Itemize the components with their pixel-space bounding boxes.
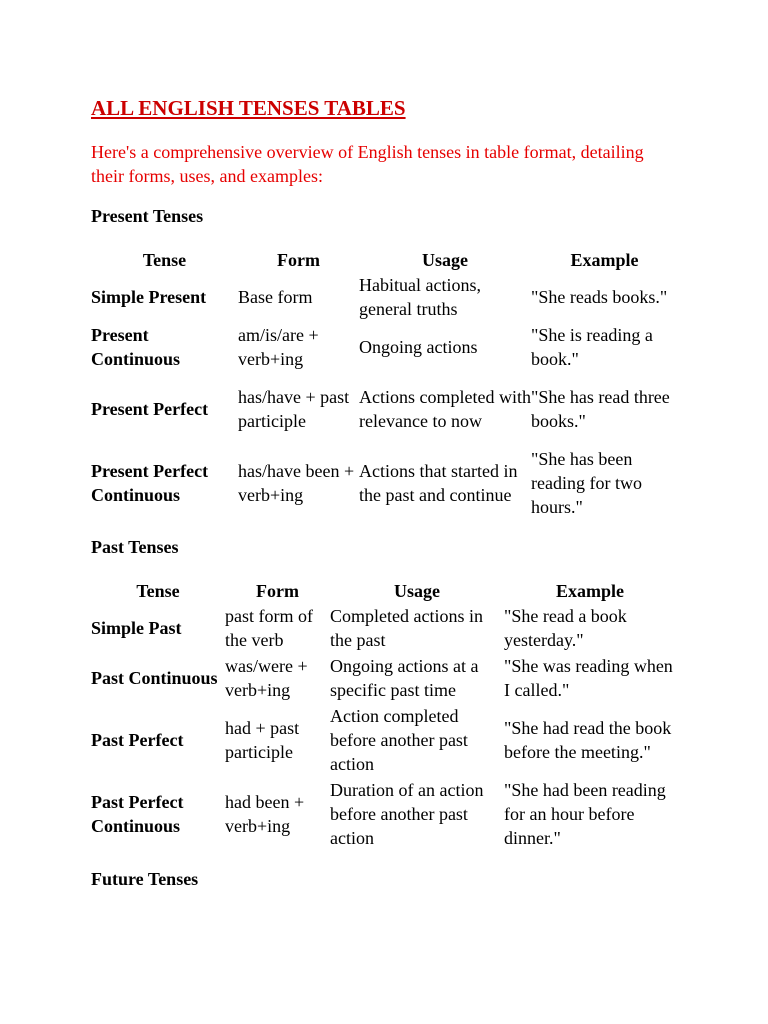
tense-cell: Simple Past <box>91 618 182 638</box>
tense-cell: Present Continuous <box>91 325 181 369</box>
column-header-example: Example <box>555 581 624 601</box>
example-cell: "She is reading a book." <box>531 325 653 369</box>
usage-cell: Actions that started in the past and continue <box>359 461 518 505</box>
usage-cell: Ongoing actions at a specific past time <box>330 656 479 700</box>
column-header-tense: Tense <box>142 250 187 270</box>
form-cell: had been + verb+ing <box>225 792 305 836</box>
table-row <box>91 703 676 777</box>
usage-cell: Actions completed with relevance to now <box>359 387 531 431</box>
form-cell: had + past participle <box>225 718 300 762</box>
section-heading-present: Present Tenses <box>91 206 204 226</box>
tense-cell: Present Perfect Continuous <box>91 461 209 505</box>
column-header-tense: Tense <box>136 581 180 601</box>
form-cell: has/have been + verb+ing <box>238 461 355 505</box>
table-row <box>91 653 676 703</box>
example-cell: "She has read three books." <box>531 387 670 431</box>
example-cell: "She reads books." <box>531 287 668 307</box>
column-header-example: Example <box>570 250 639 270</box>
table-row <box>91 322 678 372</box>
form-cell: Base form <box>238 287 313 307</box>
table-row <box>91 603 676 653</box>
column-header-usage: Usage <box>422 250 468 270</box>
example-cell: "She had read the book before the meeting." <box>504 718 672 762</box>
table-row <box>91 777 676 851</box>
table-header-row <box>91 573 676 603</box>
column-header-usage: Usage <box>394 581 440 601</box>
present-tenses-table <box>91 242 678 520</box>
usage-cell: Ongoing actions <box>359 337 478 357</box>
intro-paragraph: Here's a comprehensive overview of English tenses in table format, detailing their forms, uses, and examples: <box>91 142 644 186</box>
page-title: ALL ENGLISH TENSES TABLES <box>91 96 406 120</box>
usage-cell: Duration of an action before another past action <box>330 780 484 848</box>
usage-cell: Completed actions in the past <box>330 606 483 650</box>
table-header-row <box>91 242 678 272</box>
usage-cell: Action completed before another past action <box>330 706 468 774</box>
example-cell: "She read a book yesterday." <box>504 606 627 650</box>
section-heading-past: Past Tenses <box>91 537 179 557</box>
tense-cell: Simple Present <box>91 287 207 307</box>
table-row <box>91 372 678 446</box>
section-heading-future: Future Tenses <box>91 869 199 889</box>
table-row <box>91 272 678 322</box>
form-cell: am/is/are + verb+ing <box>238 325 319 369</box>
form-cell: has/have + past participle <box>238 387 350 431</box>
example-cell: "She had been reading for an hour before dinner." <box>504 780 666 848</box>
usage-cell: Habitual actions, general truths <box>359 275 481 319</box>
example-cell: "She was reading when I called." <box>504 656 673 700</box>
tense-cell: Present Perfect <box>91 399 209 419</box>
column-header-form: Form <box>256 581 299 601</box>
form-cell: was/were + verb+ing <box>225 656 308 700</box>
tense-cell: Past Continuous <box>91 668 218 688</box>
form-cell: past form of the verb <box>225 606 313 650</box>
example-cell: "She has been reading for two hours." <box>531 449 642 517</box>
table-row <box>91 446 678 520</box>
column-header-form: Form <box>277 250 320 270</box>
tense-cell: Past Perfect <box>91 730 184 750</box>
past-tenses-table <box>91 573 676 851</box>
tense-cell: Past Perfect Continuous <box>91 792 184 836</box>
